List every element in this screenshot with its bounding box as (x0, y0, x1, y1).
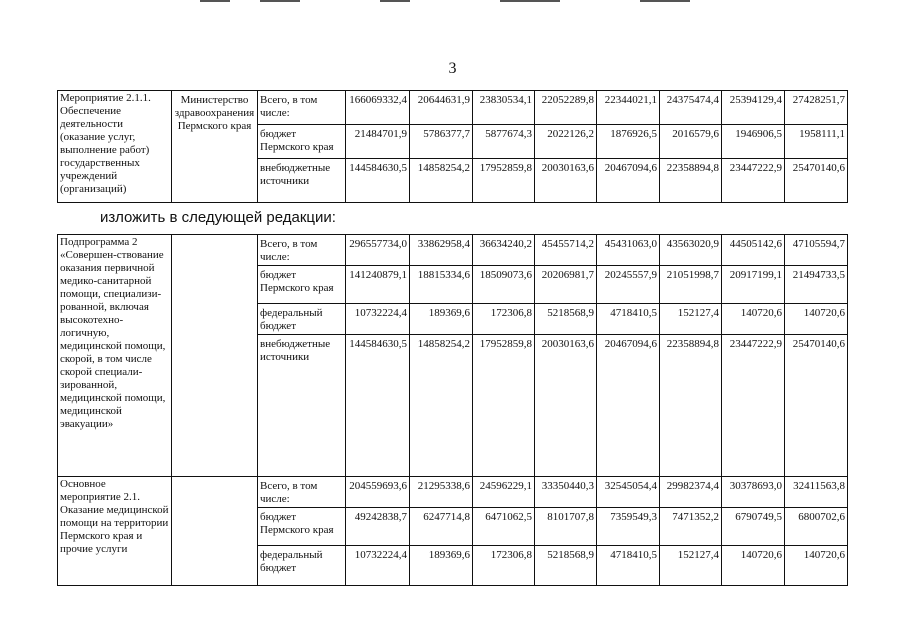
amount-cell: 45431063,0 (597, 235, 660, 266)
funding-table-new-edition (57, 234, 848, 586)
amount-cell: 32411563,8 (785, 477, 848, 508)
amount-cell: 144584630,5 (346, 335, 410, 477)
amount-cell: 10732224,4 (346, 546, 410, 586)
amount-cell: 20206981,7 (535, 266, 597, 304)
amount-cell: 14858254,2 (410, 335, 473, 477)
amount-cell: 1958111,1 (785, 125, 848, 159)
source-cell: бюджет Пермского края (258, 125, 346, 159)
amount-cell: 18815334,6 (410, 266, 473, 304)
amount-cell: 5218568,9 (535, 546, 597, 586)
scan-edge-marks (200, 0, 720, 3)
amount-cell: 20644631,9 (410, 91, 473, 125)
amount-cell: 21295338,6 (410, 477, 473, 508)
amount-cell: 152127,4 (660, 546, 722, 586)
amount-cell: 43563020,9 (660, 235, 722, 266)
amount-cell: 172306,8 (473, 546, 535, 586)
amendment-caption: изложить в следующей редакции: (100, 209, 336, 226)
amount-cell: 18509073,6 (473, 266, 535, 304)
amount-cell: 296557734,0 (346, 235, 410, 266)
amount-cell: 22344021,1 (597, 91, 660, 125)
amount-cell: 30378693,0 (722, 477, 785, 508)
source-cell: бюджет Пермского края (258, 266, 346, 304)
amount-cell: 7359549,3 (597, 508, 660, 546)
program-cell: Подпрограмма 2 «Совершен-ствование оказания первичной медико-санитарной помощи, специализи-рованной, включая высокотехно-логичную, медицинской помощи, скорой, в том числе скорой специали-зированной, медицинской помощи, медицинской эвакуации» (58, 235, 172, 477)
amount-cell: 14858254,2 (410, 159, 473, 203)
amount-cell: 24596229,1 (473, 477, 535, 508)
source-cell: внебюджетные источники (258, 159, 346, 203)
amount-cell: 140720,6 (785, 546, 848, 586)
amount-cell: 49242838,7 (346, 508, 410, 546)
source-cell: внебюджетные источники (258, 335, 346, 477)
amount-cell: 23830534,1 (473, 91, 535, 125)
amount-cell: 4718410,5 (597, 304, 660, 335)
program-cell: Основное мероприятие 2.1. Оказание медицинской помощи на территории Пермского края и прочие услуги (58, 477, 172, 586)
amount-cell: 23447222,9 (722, 335, 785, 477)
amount-cell: 5786377,7 (410, 125, 473, 159)
amount-cell: 172306,8 (473, 304, 535, 335)
amount-cell: 204559693,6 (346, 477, 410, 508)
amount-cell: 140720,6 (722, 304, 785, 335)
amount-cell: 140720,6 (722, 546, 785, 586)
source-cell: бюджет Пермского края (258, 508, 346, 546)
amount-cell: 17952859,8 (473, 335, 535, 477)
amount-cell: 20030163,6 (535, 159, 597, 203)
amount-cell: 25394129,4 (722, 91, 785, 125)
amount-cell: 20245557,9 (597, 266, 660, 304)
table-row (58, 235, 848, 266)
amount-cell: 141240879,1 (346, 266, 410, 304)
amount-cell: 33862958,4 (410, 235, 473, 266)
source-cell: Всего, в том числе: (258, 235, 346, 266)
amount-cell: 152127,4 (660, 304, 722, 335)
amount-cell: 1876926,5 (597, 125, 660, 159)
amount-cell: 21494733,5 (785, 266, 848, 304)
amount-cell: 5218568,9 (535, 304, 597, 335)
amount-cell: 8101707,8 (535, 508, 597, 546)
amount-cell: 27428251,7 (785, 91, 848, 125)
amount-cell: 36634240,2 (473, 235, 535, 266)
amount-cell: 25470140,6 (785, 159, 848, 203)
amount-cell: 6247714,8 (410, 508, 473, 546)
organization-cell (172, 235, 258, 477)
amount-cell: 6800702,6 (785, 508, 848, 546)
amount-cell: 25470140,6 (785, 335, 848, 477)
amount-cell: 10732224,4 (346, 304, 410, 335)
source-cell: Всего, в том числе: (258, 477, 346, 508)
source-cell: федеральный бюджет (258, 546, 346, 586)
amount-cell: 23447222,9 (722, 159, 785, 203)
amount-cell: 17952859,8 (473, 159, 535, 203)
amount-cell: 20917199,1 (722, 266, 785, 304)
amount-cell: 24375474,4 (660, 91, 722, 125)
amount-cell: 20030163,6 (535, 335, 597, 477)
amount-cell: 4718410,5 (597, 546, 660, 586)
amount-cell: 44505142,6 (722, 235, 785, 266)
organization-cell: Министерство здравоохранения Пермского края (172, 91, 258, 203)
page-number: 3 (448, 60, 457, 77)
amount-cell: 6471062,5 (473, 508, 535, 546)
amount-cell: 189369,6 (410, 304, 473, 335)
amount-cell: 47105594,7 (785, 235, 848, 266)
program-cell: Мероприятие 2.1.1. Обеспечение деятельности (оказание услуг, выполнение работ) государственных учреждений (организаций) (58, 91, 172, 203)
amount-cell: 20467094,6 (597, 335, 660, 477)
funding-table-current (57, 90, 848, 203)
amount-cell: 140720,6 (785, 304, 848, 335)
amount-cell: 21051998,7 (660, 266, 722, 304)
amount-cell: 32545054,4 (597, 477, 660, 508)
table-row (58, 477, 848, 508)
source-cell: федеральный бюджет (258, 304, 346, 335)
amount-cell: 2022126,2 (535, 125, 597, 159)
amount-cell: 29982374,4 (660, 477, 722, 508)
amount-cell: 7471352,2 (660, 508, 722, 546)
amount-cell: 5877674,3 (473, 125, 535, 159)
amount-cell: 21484701,9 (346, 125, 410, 159)
amount-cell: 22358894,8 (660, 335, 722, 477)
amount-cell: 20467094,6 (597, 159, 660, 203)
amount-cell: 33350440,3 (535, 477, 597, 508)
amount-cell: 6790749,5 (722, 508, 785, 546)
amount-cell: 166069332,4 (346, 91, 410, 125)
amount-cell: 22052289,8 (535, 91, 597, 125)
table-row (58, 91, 848, 125)
organization-cell (172, 477, 258, 586)
amount-cell: 2016579,6 (660, 125, 722, 159)
amount-cell: 189369,6 (410, 546, 473, 586)
amount-cell: 144584630,5 (346, 159, 410, 203)
amount-cell: 45455714,2 (535, 235, 597, 266)
source-cell: Всего, в том числе: (258, 91, 346, 125)
amount-cell: 1946906,5 (722, 125, 785, 159)
amount-cell: 22358894,8 (660, 159, 722, 203)
